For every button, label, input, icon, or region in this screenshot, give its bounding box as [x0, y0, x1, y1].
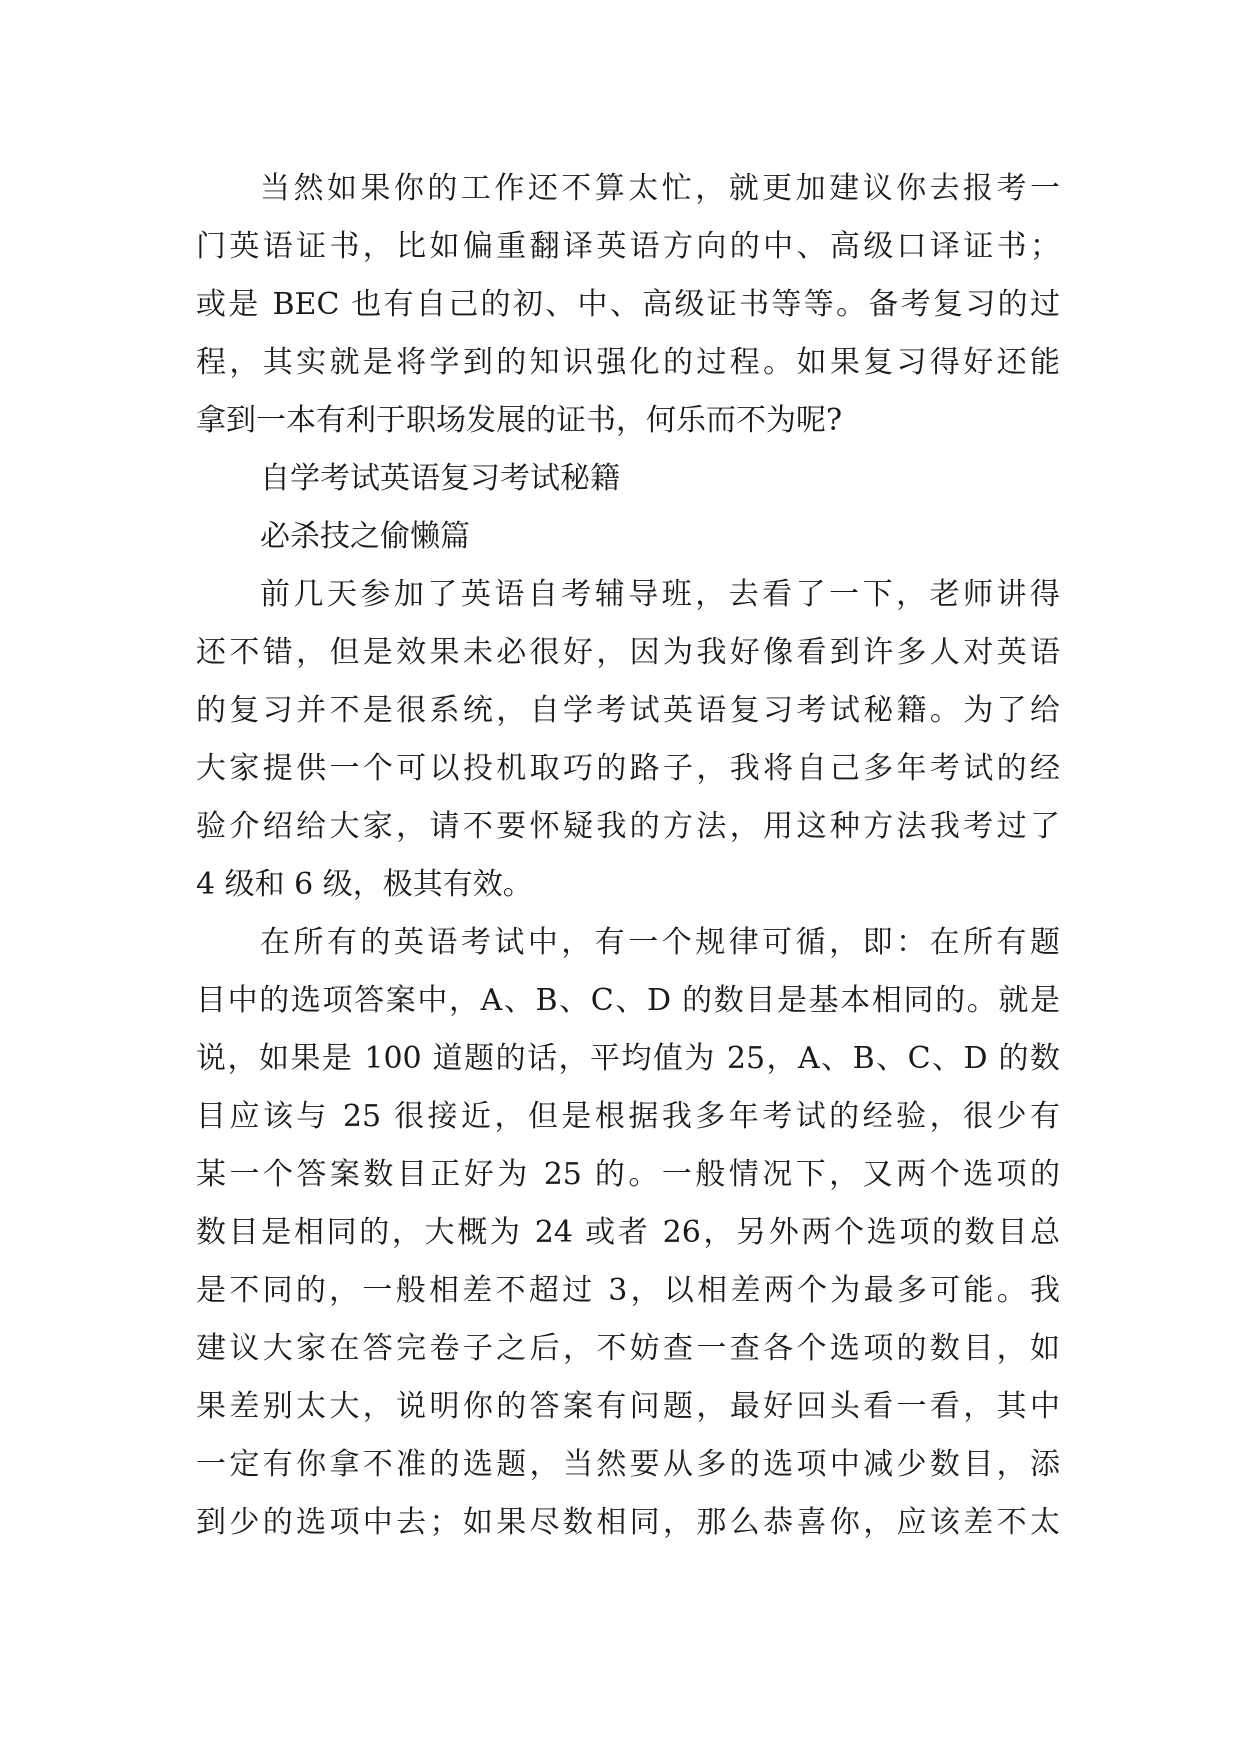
paragraph-line: 在所有的英语考试中，有一个规律可循，即：在所有题 — [260, 925, 1060, 960]
paragraph-line: 或是 BEC 也有自己的初、中、高级证书等等。备考复习的过 — [196, 287, 1060, 322]
paragraph-line: 建议大家在答完卷子之后，不妨查一查各个选项的数目，如 — [196, 1331, 1060, 1366]
paragraph-line: 还不错，但是效果未必很好，因为我好像看到许多人对英语 — [196, 635, 1060, 670]
paragraph-line: 门英语证书，比如偏重翻译英语方向的中、高级口译证书； — [196, 229, 1060, 264]
paragraph-line: 是不同的，一般相差不超过 3，以相差两个为最多可能。我 — [196, 1273, 1060, 1308]
paragraph-line: 到少的选项中去；如果尽数相同，那么恭喜你，应该差不太 — [196, 1505, 1060, 1540]
paragraph-line: 当然如果你的工作还不算太忙，就更加建议你去报考一 — [260, 171, 1060, 206]
section-title: 自学考试英语复习考试秘籍 — [260, 461, 620, 496]
paragraph-line: 验介绍给大家，请不要怀疑我的方法，用这种方法我考过了 — [196, 809, 1060, 844]
paragraph-line: 大家提供一个可以投机取巧的路子，我将自己多年考试的经 — [196, 751, 1060, 786]
paragraph-line: 4 级和 6 级，极其有效。 — [196, 867, 533, 902]
paragraph-line: 某一个答案数目正好为 25 的。一般情况下，又两个选项的 — [196, 1157, 1060, 1192]
paragraph-line: 目应该与 25 很接近，但是根据我多年考试的经验，很少有 — [196, 1099, 1060, 1134]
paragraph-line: 程，其实就是将学到的知识强化的过程。如果复习得好还能 — [196, 345, 1060, 380]
section-subtitle: 必杀技之偷懒篇 — [260, 519, 470, 554]
paragraph-line: 目中的选项答案中，A、B、C、D 的数目是基本相同的。就是 — [196, 983, 1060, 1018]
paragraph-line: 果差别太大，说明你的答案有问题，最好回头看一看，其中 — [196, 1389, 1060, 1424]
paragraph-line: 数目是相同的，大概为 24 或者 26，另外两个选项的数目总 — [196, 1215, 1060, 1250]
paragraph-line: 前几天参加了英语自考辅导班，去看了一下，老师讲得 — [260, 577, 1060, 612]
paragraph-line: 的复习并不是很系统，自学考试英语复习考试秘籍。为了给 — [196, 693, 1060, 728]
paragraph-line: 说，如果是 100 道题的话，平均值为 25，A、B、C、D 的数 — [196, 1041, 1060, 1076]
paragraph-line: 一定有你拿不准的选题，当然要从多的选项中减少数目，添 — [196, 1447, 1060, 1482]
paragraph-line: 拿到一本有利于职场发展的证书，何乐而不为呢? — [196, 403, 843, 438]
document-body — [196, 160, 1060, 1552]
